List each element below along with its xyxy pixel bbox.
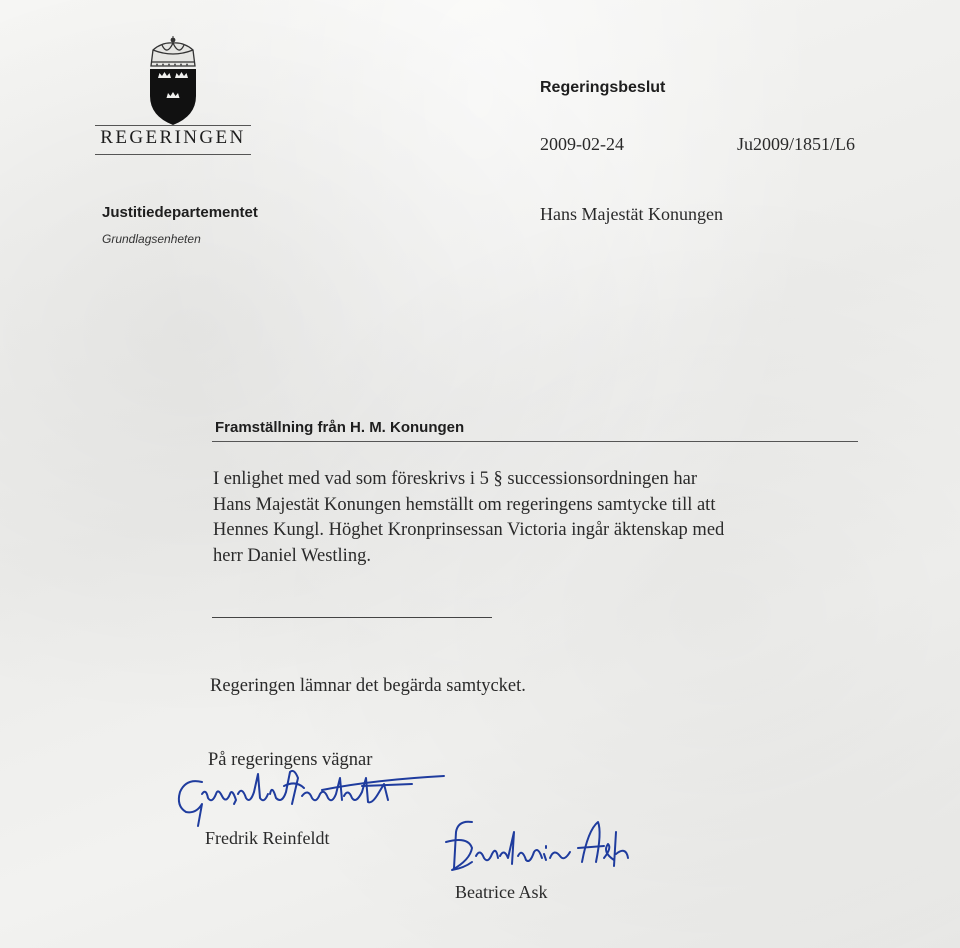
decision-text: Regeringen lämnar det begärda samtycket. — [210, 676, 526, 696]
logo-top-rule — [95, 125, 251, 126]
subject-underline — [212, 441, 858, 442]
signer-name-1: Fredrik Reinfeldt — [205, 828, 330, 848]
signature-fredrik-reinfeldt — [172, 764, 452, 834]
body-line: herr Daniel Westling. — [213, 545, 371, 566]
logo-bottom-rule — [95, 154, 251, 155]
body-line: I enlighet med vad som föreskrivs i 5 § successionsordningen har — [213, 469, 697, 489]
on-behalf-text: På regeringens vägnar — [208, 750, 373, 770]
department-name: Justitiedepartementet — [102, 204, 258, 221]
body-line: Hans Majestät Konungen hemställt om regeringens samtycke till att — [213, 494, 716, 515]
logo-wordmark: REGERINGEN — [100, 127, 246, 148]
body-paragraph — [213, 467, 853, 569]
subject-heading: Framställning från H. M. Konungen — [215, 419, 465, 436]
addressee: Hans Majestät Konungen — [540, 204, 723, 224]
document-type: Regeringsbeslut — [540, 79, 666, 96]
signer-name-2: Beatrice Ask — [455, 882, 548, 902]
body-line: Hennes Kungl. Höghet Kronprinsessan Victoria ingår äktenskap med — [213, 520, 725, 540]
government-logo — [95, 36, 251, 160]
unit-name: Grundlagsenheten — [102, 232, 201, 246]
coat-of-arms-icon — [145, 36, 201, 126]
separator-line — [212, 617, 492, 618]
document-date: 2009-02-24 — [540, 134, 624, 154]
reference-number: Ju2009/1851/L6 — [737, 134, 856, 154]
signature-beatrice-ask — [438, 812, 638, 882]
